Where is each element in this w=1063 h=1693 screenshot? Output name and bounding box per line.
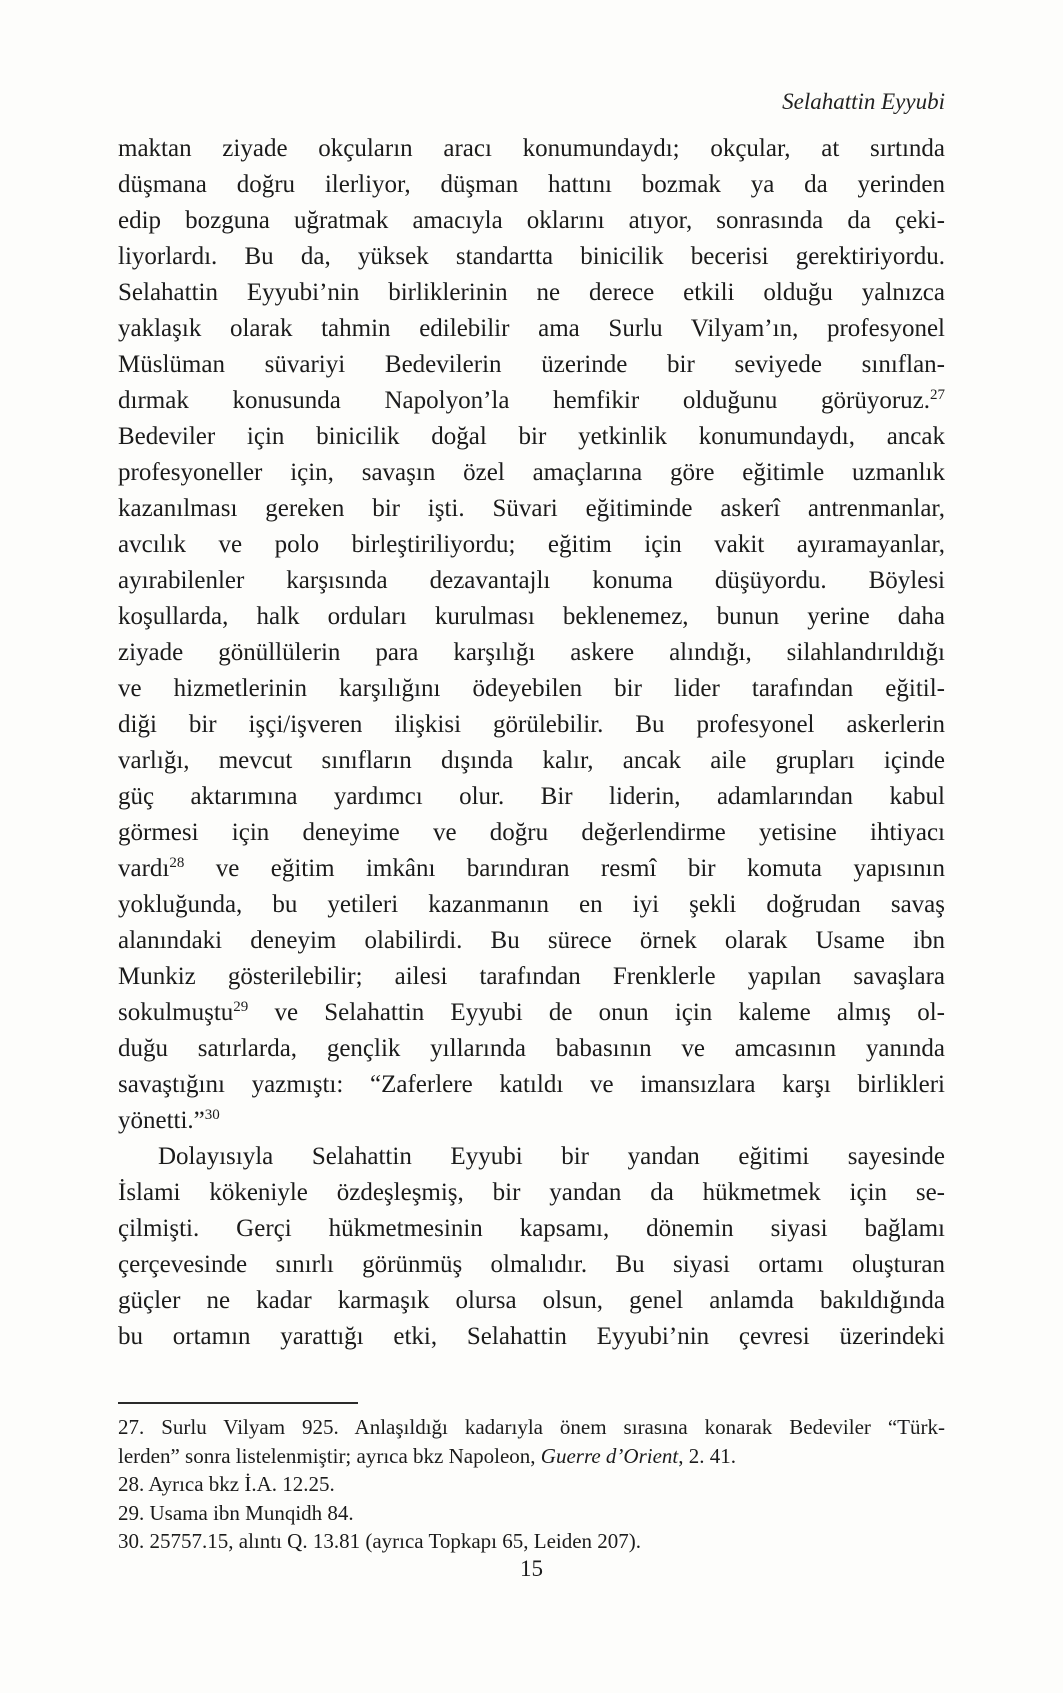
- footnote-ref-30: 30: [204, 1107, 220, 1123]
- body-line: Bedeviler için binicilik doğal bir yetkinlik konumundaydı, ancak: [118, 423, 945, 450]
- body-line: kazanılması gereken bir işti. Süvari eğitiminde askerî antrenmanlar,: [118, 495, 945, 522]
- body-line: varlığı, mevcut sınıfların dışında kalır, ancak aile grupları içinde: [118, 747, 945, 774]
- body-line: ayırabilenler karşısında dezavantajlı konuma düşüyordu. Böylesi: [118, 567, 945, 594]
- body-line: çilmişti. Gerçi hükmetmesinin kapsamı, dönemin siyasi bağlamı: [118, 1215, 945, 1242]
- running-header: Selahattin Eyyubi: [782, 89, 945, 114]
- body-line: ve hizmetlerinin karşılığını ödeyebilen bir lider tarafından eğitil-: [118, 675, 945, 702]
- body-line: liyorlardı. Bu da, yüksek standartta binicilik becerisi gerektiriyordu.: [118, 243, 945, 270]
- footnote-separator: [118, 1402, 358, 1404]
- body-line: diği bir işçi/işveren ilişkisi görülebilir. Bu profesyonel askerlerin: [118, 711, 945, 738]
- footnotes-section: [118, 1402, 945, 1556]
- body-line: düşmana doğru ilerliyor, düşman hattını bozmak ya da yerinden: [118, 171, 945, 198]
- body-line: Dolayısıyla Selahattin Eyyubi bir yandan eğitimi sayesinde: [158, 1143, 945, 1170]
- body-line: Selahattin Eyyubi’nin birliklerinin ne derece etkili olduğu yalnızca: [118, 279, 945, 306]
- body-line: [118, 995, 945, 1031]
- body-line: İslami kökeniyle özdeşleşmiş, bir yandan da hükmetmek için se-: [118, 1179, 945, 1206]
- body-line: Müslüman süvariyi Bedevilerin üzerinde bir seviyede sınıflan-: [118, 351, 945, 378]
- body-line-text: sokulmuştu: [118, 999, 234, 1026]
- body-line: ziyade gönüllülerin para karşılığı askere alındığı, silahlandırıldığı: [118, 639, 945, 666]
- body-line: güç aktarımına yardımcı olur. Bir liderin, adamlarından kabul: [118, 783, 945, 810]
- body-line: duğu satırlarda, gençlik yıllarında babasının ve amcasının yanında: [118, 1035, 945, 1062]
- body-line: [118, 851, 945, 887]
- footnote-text: lerden” sonra listelenmiştir; ayrıca bkz Napoleon,: [118, 1443, 541, 1468]
- footnote-28: 28. Ayrıca bkz İ.A. 12.25.: [118, 1472, 335, 1496]
- body-line: alanındaki deneyim olabilirdi. Bu sürece örnek olarak Usame ibn: [118, 927, 945, 954]
- body-line: avcılık ve polo birleştiriliyordu; eğitim için vakit ayıramayanlar,: [118, 531, 945, 558]
- footnote-ref-27: 27: [930, 387, 945, 403]
- footnote-30: 30. 25757.15, alıntı Q. 13.81 (ayrıca Topkapı 65, Leiden 207).: [118, 1529, 642, 1553]
- footnote-ref-29: 29: [233, 999, 249, 1015]
- body-line-text: ve Selahattin Eyyubi de onun için kaleme almış ol-: [248, 999, 945, 1026]
- body-line-text: vardı: [118, 855, 170, 882]
- body-text: [118, 131, 945, 1355]
- body-line: edip bozguna uğratmak amacıyla oklarını atıyor, sonrasında da çeki-: [118, 207, 945, 234]
- footnote-book-title: Guerre d’Orient: [540, 1443, 679, 1468]
- body-line: profesyoneller için, savaşın özel amaçlarına göre eğitimle uzmanlık: [118, 459, 945, 486]
- footnote-ref-28: 28: [169, 855, 185, 871]
- body-line: maktan ziyade okçuların aracı konumundaydı; okçular, at sırtında: [118, 135, 945, 162]
- body-line: görmesi için deneyime ve doğru değerlendirme yetisine ihtiyacı: [118, 819, 945, 846]
- body-line: Munkiz gösterilebilir; ailesi tarafından Frenklerle yapılan savaşlara: [118, 963, 945, 990]
- body-line: güçler ne kadar karmaşık olursa olsun, genel anlamda bakıldığında: [118, 1287, 945, 1314]
- body-line-text: dırmak konusunda Napolyon’la hemfikir olduğunu görüyoruz.: [118, 387, 930, 414]
- footnote-27-line1: 27. Surlu Vilyam 925. Anlaşıldığı kadarıyla önem sırasına konarak Bedeviler “Türk-: [118, 1415, 945, 1439]
- footnote-27-line2: [118, 1442, 945, 1471]
- body-line: bu ortamın yarattığı etki, Selahattin Eyyubi’nin çevresi üzerindeki: [118, 1323, 945, 1350]
- footnote-29: 29. Usama ibn Munqidh 84.: [118, 1500, 354, 1525]
- body-line: [118, 1103, 945, 1139]
- body-line: yaklaşık olarak tahmin edilebilir ama Surlu Vilyam’ın, profesyonel: [118, 315, 945, 342]
- body-line: koşullarda, halk orduları kurulması beklenemez, bunun yerine daha: [118, 603, 945, 630]
- page-number: 15: [520, 1556, 543, 1581]
- body-line: savaştığını yazmıştı: “Zaferlere katıldı ve imansızlara karşı birlikleri: [118, 1071, 945, 1098]
- body-line-text: ve eğitim imkânı barındıran resmî bir komuta yapısının: [184, 855, 945, 882]
- footnote-text: , 2. 41.: [678, 1443, 736, 1468]
- body-line-text: yönetti.”: [118, 1107, 205, 1134]
- body-line: yokluğunda, bu yetileri kazanmanın en iyi şekli doğrudan savaş: [118, 891, 945, 918]
- body-line: çerçevesinde sınırlı görünmüş olmalıdır. Bu siyasi ortamı oluşturan: [118, 1251, 945, 1278]
- body-line: [118, 383, 945, 419]
